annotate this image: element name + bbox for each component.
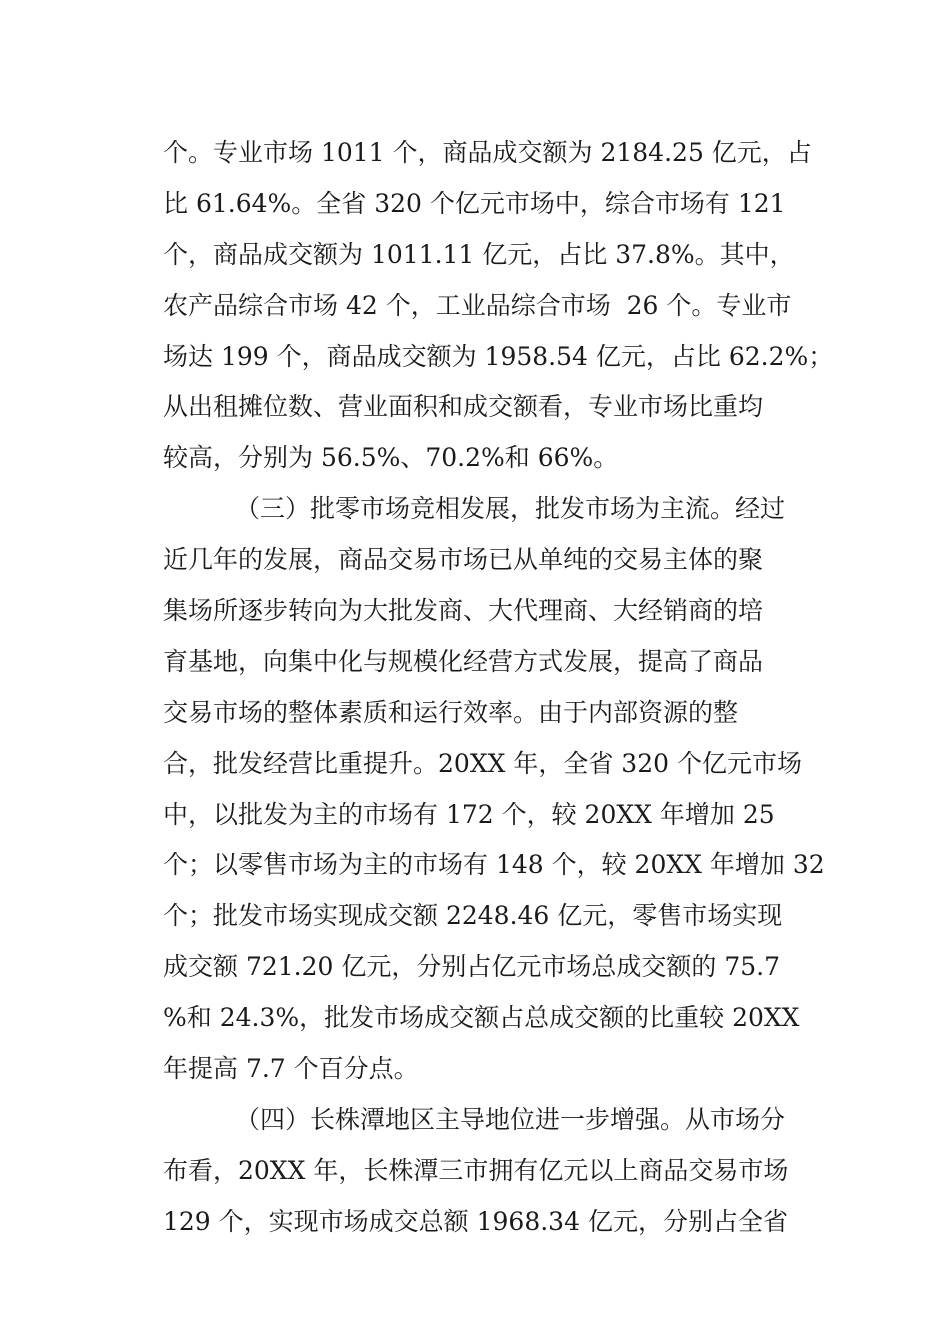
text-line: 农产品综合市场 42 个，工业品综合市场 26 个。专业市 [163, 290, 792, 320]
body-text [163, 128, 834, 1248]
text-line: 比 61.64%。全省 320 个亿元市场中，综合市场有 121 [163, 188, 786, 218]
text-line: 交易市场的整体素质和运行效率。由于内部资源的整 [163, 697, 739, 727]
text-line: 成交额 721.20 亿元，分别占亿元市场总成交额的 75.7 [163, 952, 780, 982]
text-line: 129 个，实现市场成交总额 1968.34 亿元，分别占全省 [163, 1206, 788, 1236]
text-line: 个；以零售市场为主的市场有 148 个，较 20XX 年增加 32 [163, 850, 825, 880]
text-line: 中，以批发为主的市场有 172 个，较 20XX 年增加 25 [163, 799, 775, 829]
text-line: 近几年的发展，商品交易市场已从单纯的交易主体的聚 [163, 545, 764, 575]
text-line: 合，批发经营比重提升。20XX 年，全省 320 个亿元市场 [163, 748, 802, 778]
text-line: 场达 199 个，商品成交额为 1958.54 亿元，占比 62.2%； [163, 341, 834, 371]
text-line: 集场所逐步转向为大批发商、大代理商、大经销商的培 [163, 596, 764, 626]
text-line: 个。专业市场 1011 个，商品成交额为 2184.25 亿元，占 [163, 138, 812, 167]
text-line: %和 24.3%，批发市场成交额占总成交额的比重较 20XX [163, 1003, 800, 1033]
text-line: 布看，20XX 年，长株潭三市拥有亿元以上商品交易市场 [163, 1155, 789, 1185]
text-line: 育基地，向集中化与规模化经营方式发展，提高了商品 [163, 646, 764, 676]
section-heading-line: （四）长株潭地区主导地位进一步增强。从市场分 [235, 1104, 786, 1134]
text-line: 个；批发市场实现成交额 2248.46 亿元，零售市场实现 [163, 901, 783, 931]
section-heading-line: （三）批零市场竞相发展，批发市场为主流。经过 [235, 494, 786, 524]
text-line: 年提高 7.7 个百分点。 [163, 1054, 419, 1084]
text-line: 从出租摊位数、营业面积和成交额看，专业市场比重均 [163, 392, 764, 422]
text-line: 较高，分别为 56.5%、70.2%和 66%。 [163, 443, 619, 473]
text-line: 个，商品成交额为 1011.11 亿元，占比 37.8%。其中， [163, 239, 795, 269]
